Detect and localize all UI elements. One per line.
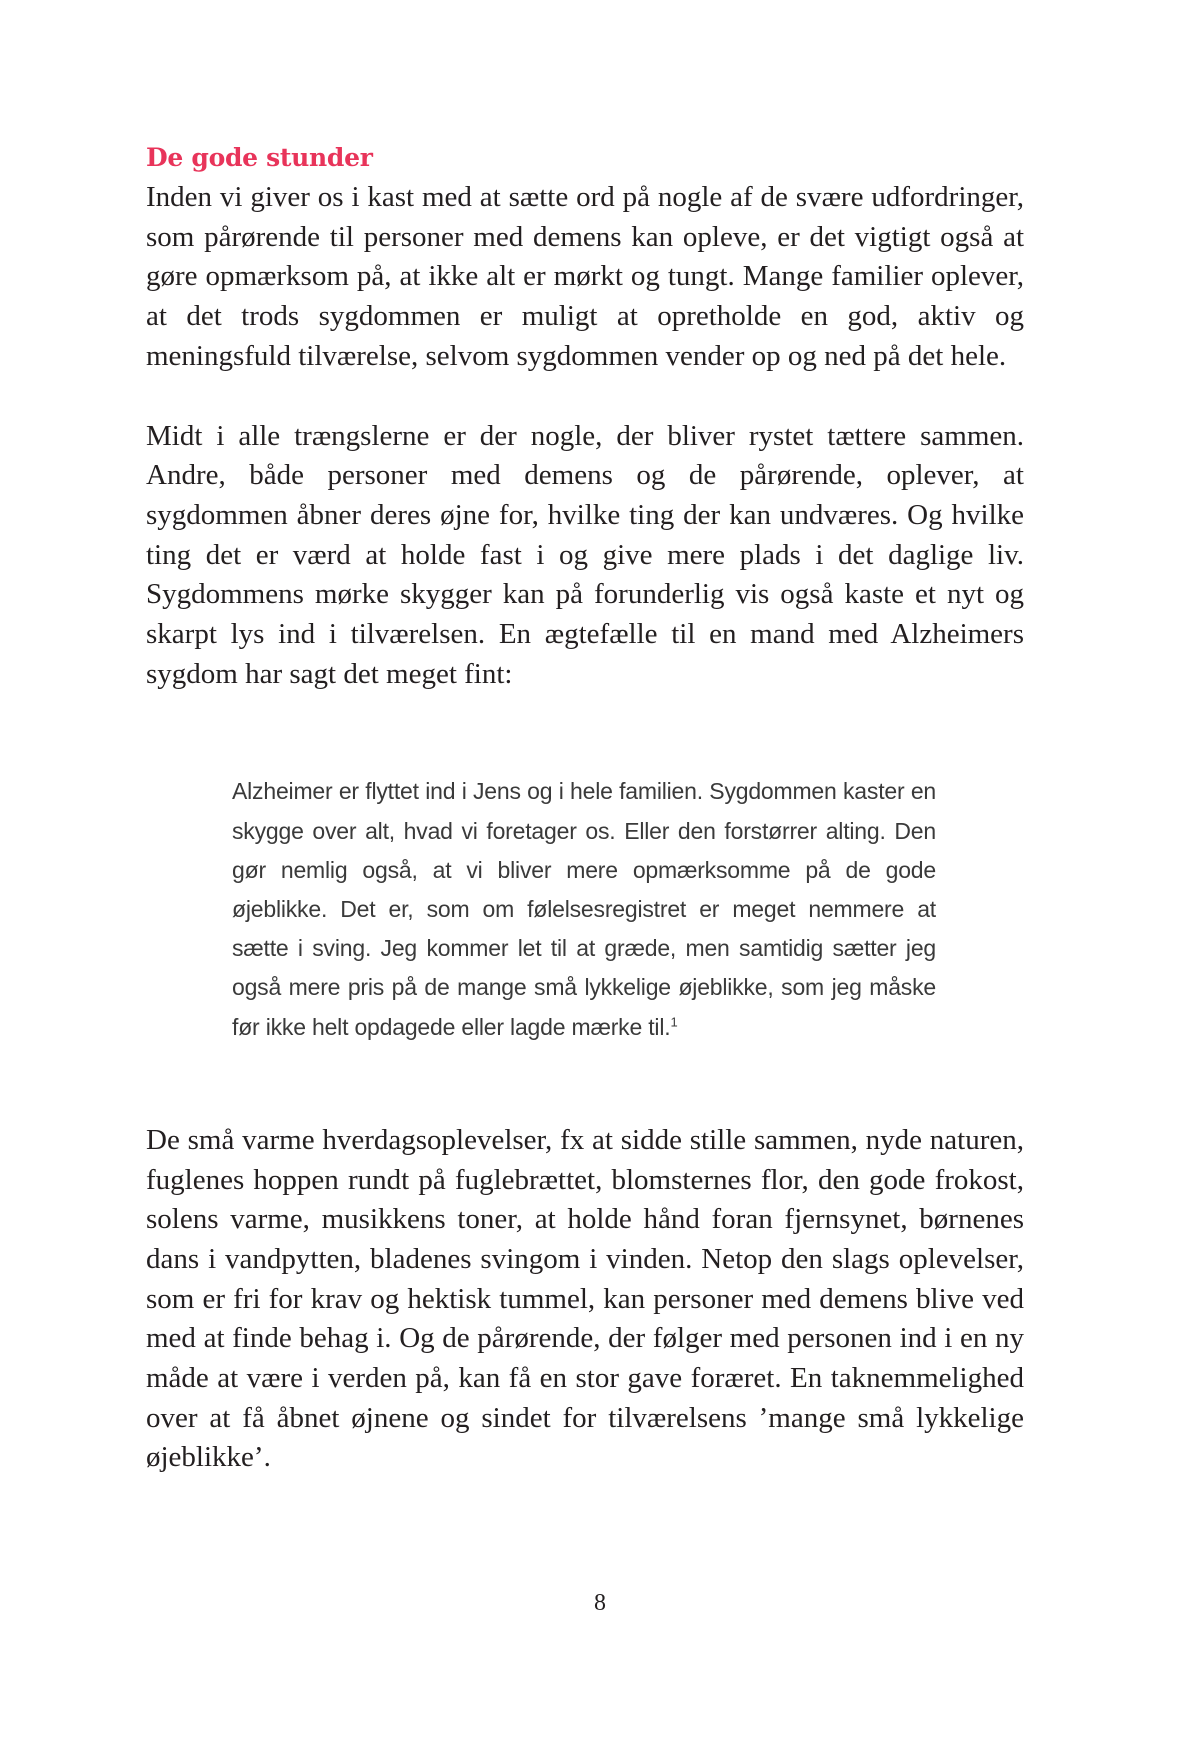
block-quote [232,772,936,1046]
footnote-reference[interactable]: 1 [670,1014,678,1029]
page-number: 8 [594,1590,606,1616]
body-paragraph-1: Inden vi giver os i kast med at sætte ord på nogle af de svære udfordringer, som pårørende til personer med demens kan opleve, er det vigtigt også at gøre opmærksom på, at ikke alt er mørkt og tungt. Mange familier oplever, at det trods sygdommen er muligt at opretholde en god, aktiv og meningsfuld tilværelse, selvom sygdommen vender op og ned på det hele. [146,181,1024,372]
quote-text: Alzheimer er flyttet ind i Jens og i hele familien. Sygdommen kaster en skygge over alt, hvad vi foretager os. Eller den forstørrer alting. Den gør nemlig også, at vi bliver mere opmærksomme på de gode øjeblikke. Det er, som om følelsesregistret er meget nemmere at sætte i sving. Jeg kommer let til at græde, men samtidig sætter jeg også mere pris på de mange små lykkelige øjeblikke, som jeg måske før ikke helt opdagede eller lagde mærke til. [232,778,936,1040]
page-content [146,138,1024,1478]
body-paragraph-2: Midt i alle trængslerne er der nogle, der bliver rystet tættere sammen. Andre, både personer med demens og de pårørende, oplever, at sygdommen åbner deres øjne for, hvilke ting der kan undværes. Og hvilke ting det er værd at holde fast i og give mere plads i det daglige liv. Sygdommens mørke skygger kan på forunderlig vis også kaste et nyt og skarpt lys ind i tilværelsen. En ægtefælle til en mand med Alzheimers sygdom har sagt det meget fint: [146,419,1024,690]
section-heading: De gode stunder [146,143,373,172]
body-paragraph-3: De små varme hverdagsoplevelser, fx at sidde stille sammen, nyde naturen, fuglenes hoppen rundt på fuglebrættet, blomsternes flor, den gode frokost, solens varme, musikkens toner, at holde hånd foran fjernsynet, børnenes dans i vandpytten, bladenes svingom i vinden. Netop den slags oplevelser, som er fri for krav og hektisk tummel, kan personer med demens blive ved med at finde behag i. Og de pårørende, der følger med personen ind i en ny måde at være i verden på, kan få en stor gave foræret. En taknemmelighed over at få åbnet øjnene og sindet for tilværelsens ’mange små lykkelige øjeblikke’. [146,1123,1024,1474]
